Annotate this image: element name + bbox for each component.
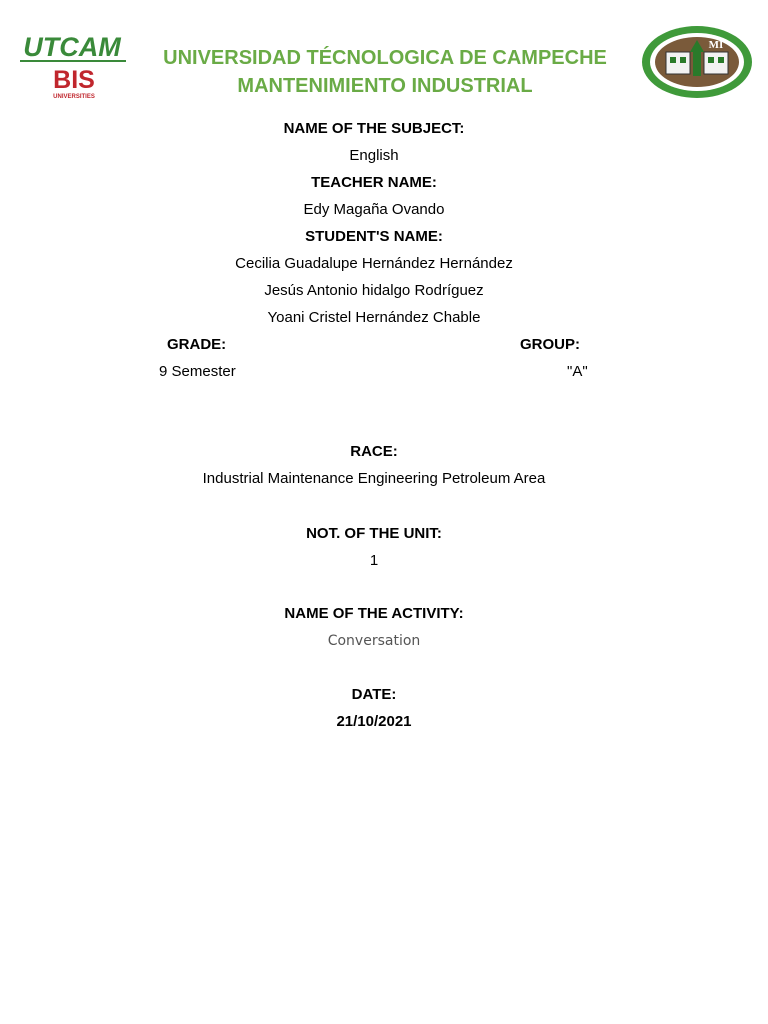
bis-universities-text: UNIVERSITIES <box>53 94 95 100</box>
student-name-3: Yoani Cristel Hernández Chable <box>267 309 481 326</box>
seal-mi-text: MI <box>708 39 724 51</box>
grade-value: 9 Semester <box>159 363 236 380</box>
student-name-2: Jesús Antonio hidalgo Rodríguez <box>264 282 484 299</box>
date-value: 21/10/2021 <box>336 713 412 730</box>
activity-value: Conversation <box>327 633 421 649</box>
program-title: MANTENIMIENTO INDUSTRIAL <box>237 75 533 97</box>
race-label: RACE: <box>350 443 398 460</box>
group-label: GROUP: <box>520 336 580 353</box>
students-label: STUDENT'S NAME: <box>305 228 443 245</box>
unit-value: 1 <box>369 552 379 569</box>
activity-label: NAME OF THE ACTIVITY: <box>284 605 464 622</box>
university-title: UNIVERSIDAD TÉCNOLOGICA DE CAMPECHE <box>163 47 607 69</box>
subject-label: NAME OF THE SUBJECT: <box>283 120 465 137</box>
race-value: Industrial Maintenance Engineering Petroleum Area <box>202 470 546 487</box>
utcam-bis-logo <box>16 30 129 100</box>
utcam-logo-text: UTCAM <box>23 32 121 62</box>
unit-label: NOT. OF THE UNIT: <box>306 525 442 542</box>
group-value: "A" <box>567 363 588 380</box>
mantenimiento-industrial-seal <box>640 24 754 100</box>
subject-value: English <box>349 147 399 164</box>
grade-label: GRADE: <box>167 336 227 353</box>
teacher-label: TEACHER NAME: <box>311 174 437 191</box>
date-label: DATE: <box>351 686 397 703</box>
student-name-1: Cecilia Guadalupe Hernández Hernández <box>235 255 513 272</box>
teacher-value: Edy Magaña Ovando <box>303 201 445 218</box>
bis-logo-text: BIS <box>53 66 95 94</box>
